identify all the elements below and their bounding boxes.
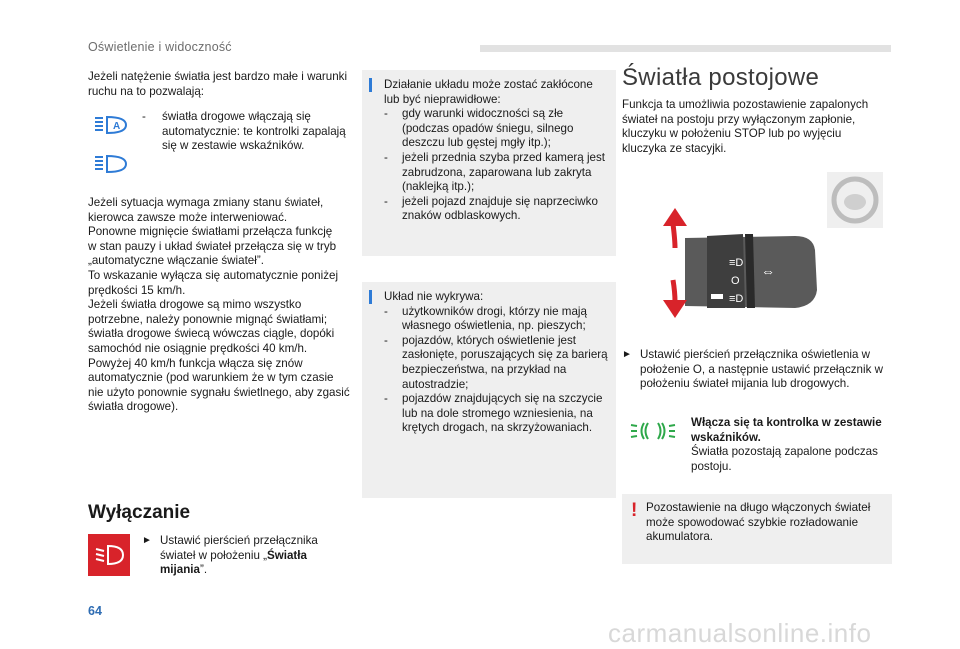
body-line: Jeżeli światła drogowe są mimo wszystko	[88, 298, 302, 312]
info-bar-marker	[369, 290, 372, 304]
box1-intro: Działanie układu może zostać zakłócone lub być nieprawidłowe:	[384, 78, 593, 106]
watermark: carmanualsonline.info	[608, 618, 872, 648]
warning-box-battery	[622, 494, 892, 564]
off-section-title: Wyłączanie	[88, 502, 191, 523]
svg-text:◀ ≡D: ◀ ≡D	[653, 253, 682, 267]
off-text-end: ”.	[199, 563, 208, 577]
parking-instruction-text: Ustawić pierścień przełącznika oświetlenia w położenie O, a następnie ustawić przełącznik w położeniu świateł mijania lub drogowych.	[640, 348, 883, 391]
indicator-description	[691, 416, 891, 474]
info-bar-marker	[369, 78, 372, 92]
auto-high-beam-text: światła drogowe włączają się automatycznie: te kontrolki zapalają się w zestawie wskaźników.	[162, 110, 346, 153]
body-line: Powyżej 40 km/h funkcja włącza się znów	[88, 356, 303, 370]
dipped-beam-indicator	[88, 534, 130, 576]
parking-lights-title: Światła postojowe	[622, 64, 820, 91]
body-line: automatycznie (pod warunkiem że w tym czasie	[88, 371, 334, 385]
col1-intro: Jeżeli natężenie światła jest bardzo małe i warunki ruchu na to pozwalają:	[88, 70, 348, 98]
list-item: - jeżeli pojazd znajduje się naprzeciwko znaków odblaskowych.	[384, 194, 598, 223]
header-bar	[480, 45, 891, 52]
dash-marker: -	[142, 110, 146, 123]
off-text-bold: Światła mijania	[160, 548, 307, 577]
col1-body	[88, 196, 358, 415]
auto-high-beam-icon	[94, 114, 128, 136]
section-header: Oświetlenie i widoczność	[88, 40, 232, 54]
body-line: światła drogowe świecą wówczas ciągle, dopóki	[88, 327, 335, 341]
info-box-disturbance	[362, 70, 616, 256]
body-line: samochód nie osiągnie prędkości 40 km/h.	[88, 341, 308, 355]
parking-light-icon	[630, 420, 676, 442]
list-item: - pojazdów, których oświetlenie jest zasłonięte, poruszających się za barierą bezpieczeństwa, na przykład na autostradzie;	[384, 333, 608, 391]
indicator-bold-text: Włącza się ta kontrolka w zestawie wskaźników.	[691, 416, 882, 444]
list-item: - użytkowników drogi, którzy nie mają własnego oświetlenia, np. pieszych;	[384, 304, 587, 333]
dipped-beam-icon	[88, 534, 130, 576]
body-line: potrzebne, należy ponownie mignąć światłami;	[88, 312, 328, 326]
body-line: nie użyto ponownie sygnału świetlnego, aby zgasić	[88, 385, 350, 399]
arrow-bullet-icon: ►	[622, 349, 632, 360]
svg-text:O: O	[731, 275, 740, 287]
body-line: w stan pauzy i układ świateł przełącza się w tryb	[88, 239, 337, 253]
svg-text:A: A	[113, 121, 121, 132]
svg-text:◀ ≡D: ◀ ≡D	[653, 273, 682, 287]
off-text: Ustawić pierścień przełącznika świateł w położeniu „	[160, 534, 318, 562]
warning-exclamation-icon: !	[631, 500, 638, 521]
light-stalk-illustration	[645, 168, 885, 342]
body-line: Ponowne mignięcie światłami przełącza funkcję	[88, 225, 333, 239]
svg-text:⇔: ⇔	[761, 263, 775, 279]
warning-text: Pozostawienie na długo włączonych świateł może spowodować szybkie rozładowanie akumulatora.	[646, 501, 871, 544]
info-box-not-detected	[362, 282, 616, 498]
indicator-text: Światła pozostają zapalone podczas postoju.	[691, 445, 878, 473]
svg-text:≡D: ≡D	[729, 293, 744, 305]
body-line: To wskazanie wyłącza się automatycznie poniżej	[88, 268, 339, 282]
body-line: Jeżeli sytuacja wymaga zmiany stanu świateł,	[88, 196, 324, 209]
body-line: kierowca zawsze może interweniować.	[88, 210, 288, 224]
box2-intro: Układ nie wykrywa:	[384, 290, 484, 303]
list-item: - jeżeli przednia szyba przed kamerą jest zabrudzona, zaparowana lub zakryta (naklejką itp.);	[384, 150, 605, 194]
body-line: światła drogowe).	[88, 400, 179, 414]
list-item: - pojazdów znajdujących się na szczycie lub na dole stromego wzniesienia, na krętych drogach, na skrzyżowaniach.	[384, 392, 603, 435]
body-line: prędkości 15 km/h.	[88, 283, 186, 297]
box1-content	[384, 78, 610, 224]
page-number: 64	[88, 604, 102, 618]
parking-lights-intro: Funkcja ta umożliwia pozostawienie zapalonych świateł na postoju przy wyłączonym zapłonie, kluczyku w położeniu STOP lub po wyjęciu kluczyka ze stacyjki.	[622, 98, 869, 155]
svg-text:≡D: ≡D	[729, 257, 744, 269]
body-line: „automatyczne włączanie świateł”.	[88, 254, 264, 268]
arrow-bullet-icon: ►	[142, 535, 152, 546]
high-beam-icon	[94, 153, 128, 175]
list-item: - gdy warunki widoczności są złe (podczas opadów śniegu, silnego deszczu lub gęstej mgły itp.);	[384, 107, 574, 150]
box2-content	[384, 290, 610, 436]
